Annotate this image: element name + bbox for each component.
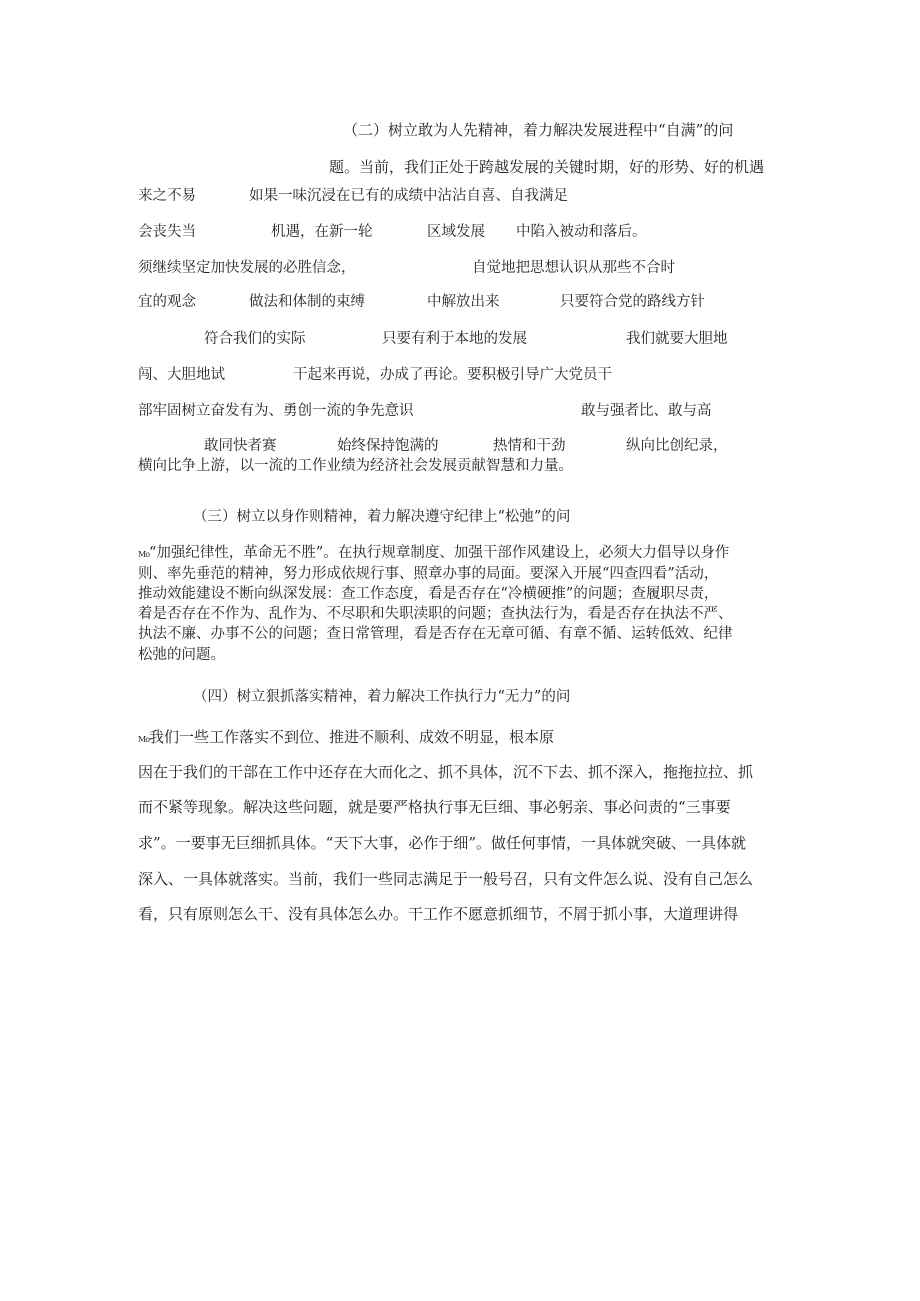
paragraph-line: 横向比争上游，以一流的工作业绩为经济社会发展贡献智慧和力量。	[138, 458, 573, 474]
paragraph-line: 中陷入被动和落后。	[516, 224, 647, 240]
section3-heading: （三）树立以身作则精神，着力解决遵守纪律上“松弛”的问	[193, 509, 571, 525]
paragraph-line: 纵向比创纪录，	[626, 438, 728, 454]
paragraph-line: 松弛的问题。	[138, 647, 225, 663]
paragraph-line: 宜的观念	[138, 294, 196, 310]
paragraph-line: 闯、大胆地试	[138, 367, 225, 383]
line-marker: Mo	[138, 550, 150, 559]
paragraph-line: Mo我们一些工作落实不到位、推进不顺利、成效不明显，根本原	[138, 728, 555, 746]
paragraph-line: 热情和干劲	[493, 438, 566, 454]
paragraph-line: 做法和体制的束缚	[249, 294, 365, 310]
paragraph-line: 须继续坚定加快发展的必胜信念，	[138, 260, 356, 276]
line-marker: Mo	[138, 735, 150, 744]
paragraph-line: 敢与强者比、敢与高	[581, 403, 712, 419]
paragraph-line: 干起来再说，办成了再论。要积极引导广大党员干	[293, 367, 612, 383]
paragraph-line: 机遇，在新一轮	[271, 224, 373, 240]
paragraph-line: 只要符合党的路线方针	[560, 294, 705, 310]
paragraph-line: 中解放出来	[427, 294, 500, 310]
paragraph-line: 执法不廉、办事不公的问题；查日常管理，看是否存在无章可循、有章不循、运转低效、纪律	[138, 626, 733, 642]
paragraph-line: 区域发展	[427, 224, 485, 240]
paragraph-line: 深入、一具体就落实。当前，我们一些同志满足于一般号召，只有文件怎么说、没有自己怎么	[138, 870, 754, 888]
paragraph-line: Mo“加强纪律性，革命无不胜”。在执行规章制度、加强干部作风建设上，必须大力倡导以身作	[138, 545, 730, 561]
paragraph-line: 自觉地把思想认识从那些不合时	[472, 260, 675, 276]
section4-heading: （四）树立狠抓落实精神，着力解决工作执行力“无力”的问	[193, 689, 571, 705]
paragraph-line: 因在于我们的干部在工作中还存在大而化之、抓不具体，沉不下去、抓不深入，拖拖拉拉、抓	[138, 763, 754, 781]
paragraph-line: 如果一味沉浸在已有的成绩中沾沾自喜、自我满足	[249, 188, 568, 204]
paragraph-line: 而不紧等现象。解决这些问题，就是要严格执行事无巨细、事必躬亲、事必问责的“三事要	[138, 798, 731, 816]
paragraph-line: 符合我们的实际	[204, 331, 306, 347]
paragraph-line: 求”。一要事无巨细抓具体。“天下大事，必作于细”。做任何事情，一具体就突破、一具体就	[138, 834, 747, 852]
paragraph-line: 着是否存在不作为、乱作为、不尽职和失职渎职的问题；查执法行为，看是否存在执法不严、	[138, 606, 733, 622]
paragraph-line: 会丧失当	[138, 224, 196, 240]
paragraph-line: 来之不易	[138, 188, 196, 204]
paragraph-line: 只要有利于本地的发展	[382, 331, 527, 347]
paragraph-line: 则、率先垂范的精神，努力形成依规行事、照章办事的局面。要深入开展“四查四看”活动，	[138, 566, 719, 582]
paragraph-line: 推动效能建设不断向纵深发展：查工作态度，看是否存在“冷横硬推”的问题；查履职尽责，	[138, 586, 719, 602]
paragraph-line: 题。当前，我们正处于跨越发展的关键时期，好的形势、好的机遇	[329, 158, 765, 176]
section2-heading: （二）树立敢为人先精神，着力解决发展进程中“自满”的问	[343, 121, 734, 139]
paragraph-line: 始终保持饱满的	[337, 438, 439, 454]
paragraph-line: 敢同快者赛	[204, 438, 277, 454]
paragraph-line: 我们就要大胆地	[626, 331, 728, 347]
paragraph-line: 部牢固树立奋发有为、勇创一流的争先意识	[138, 403, 414, 419]
paragraph-line: 看，只有原则怎么干、没有具体怎么办。干工作不愿意抓细节，不屑于抓小事，大道理讲得	[138, 905, 739, 923]
